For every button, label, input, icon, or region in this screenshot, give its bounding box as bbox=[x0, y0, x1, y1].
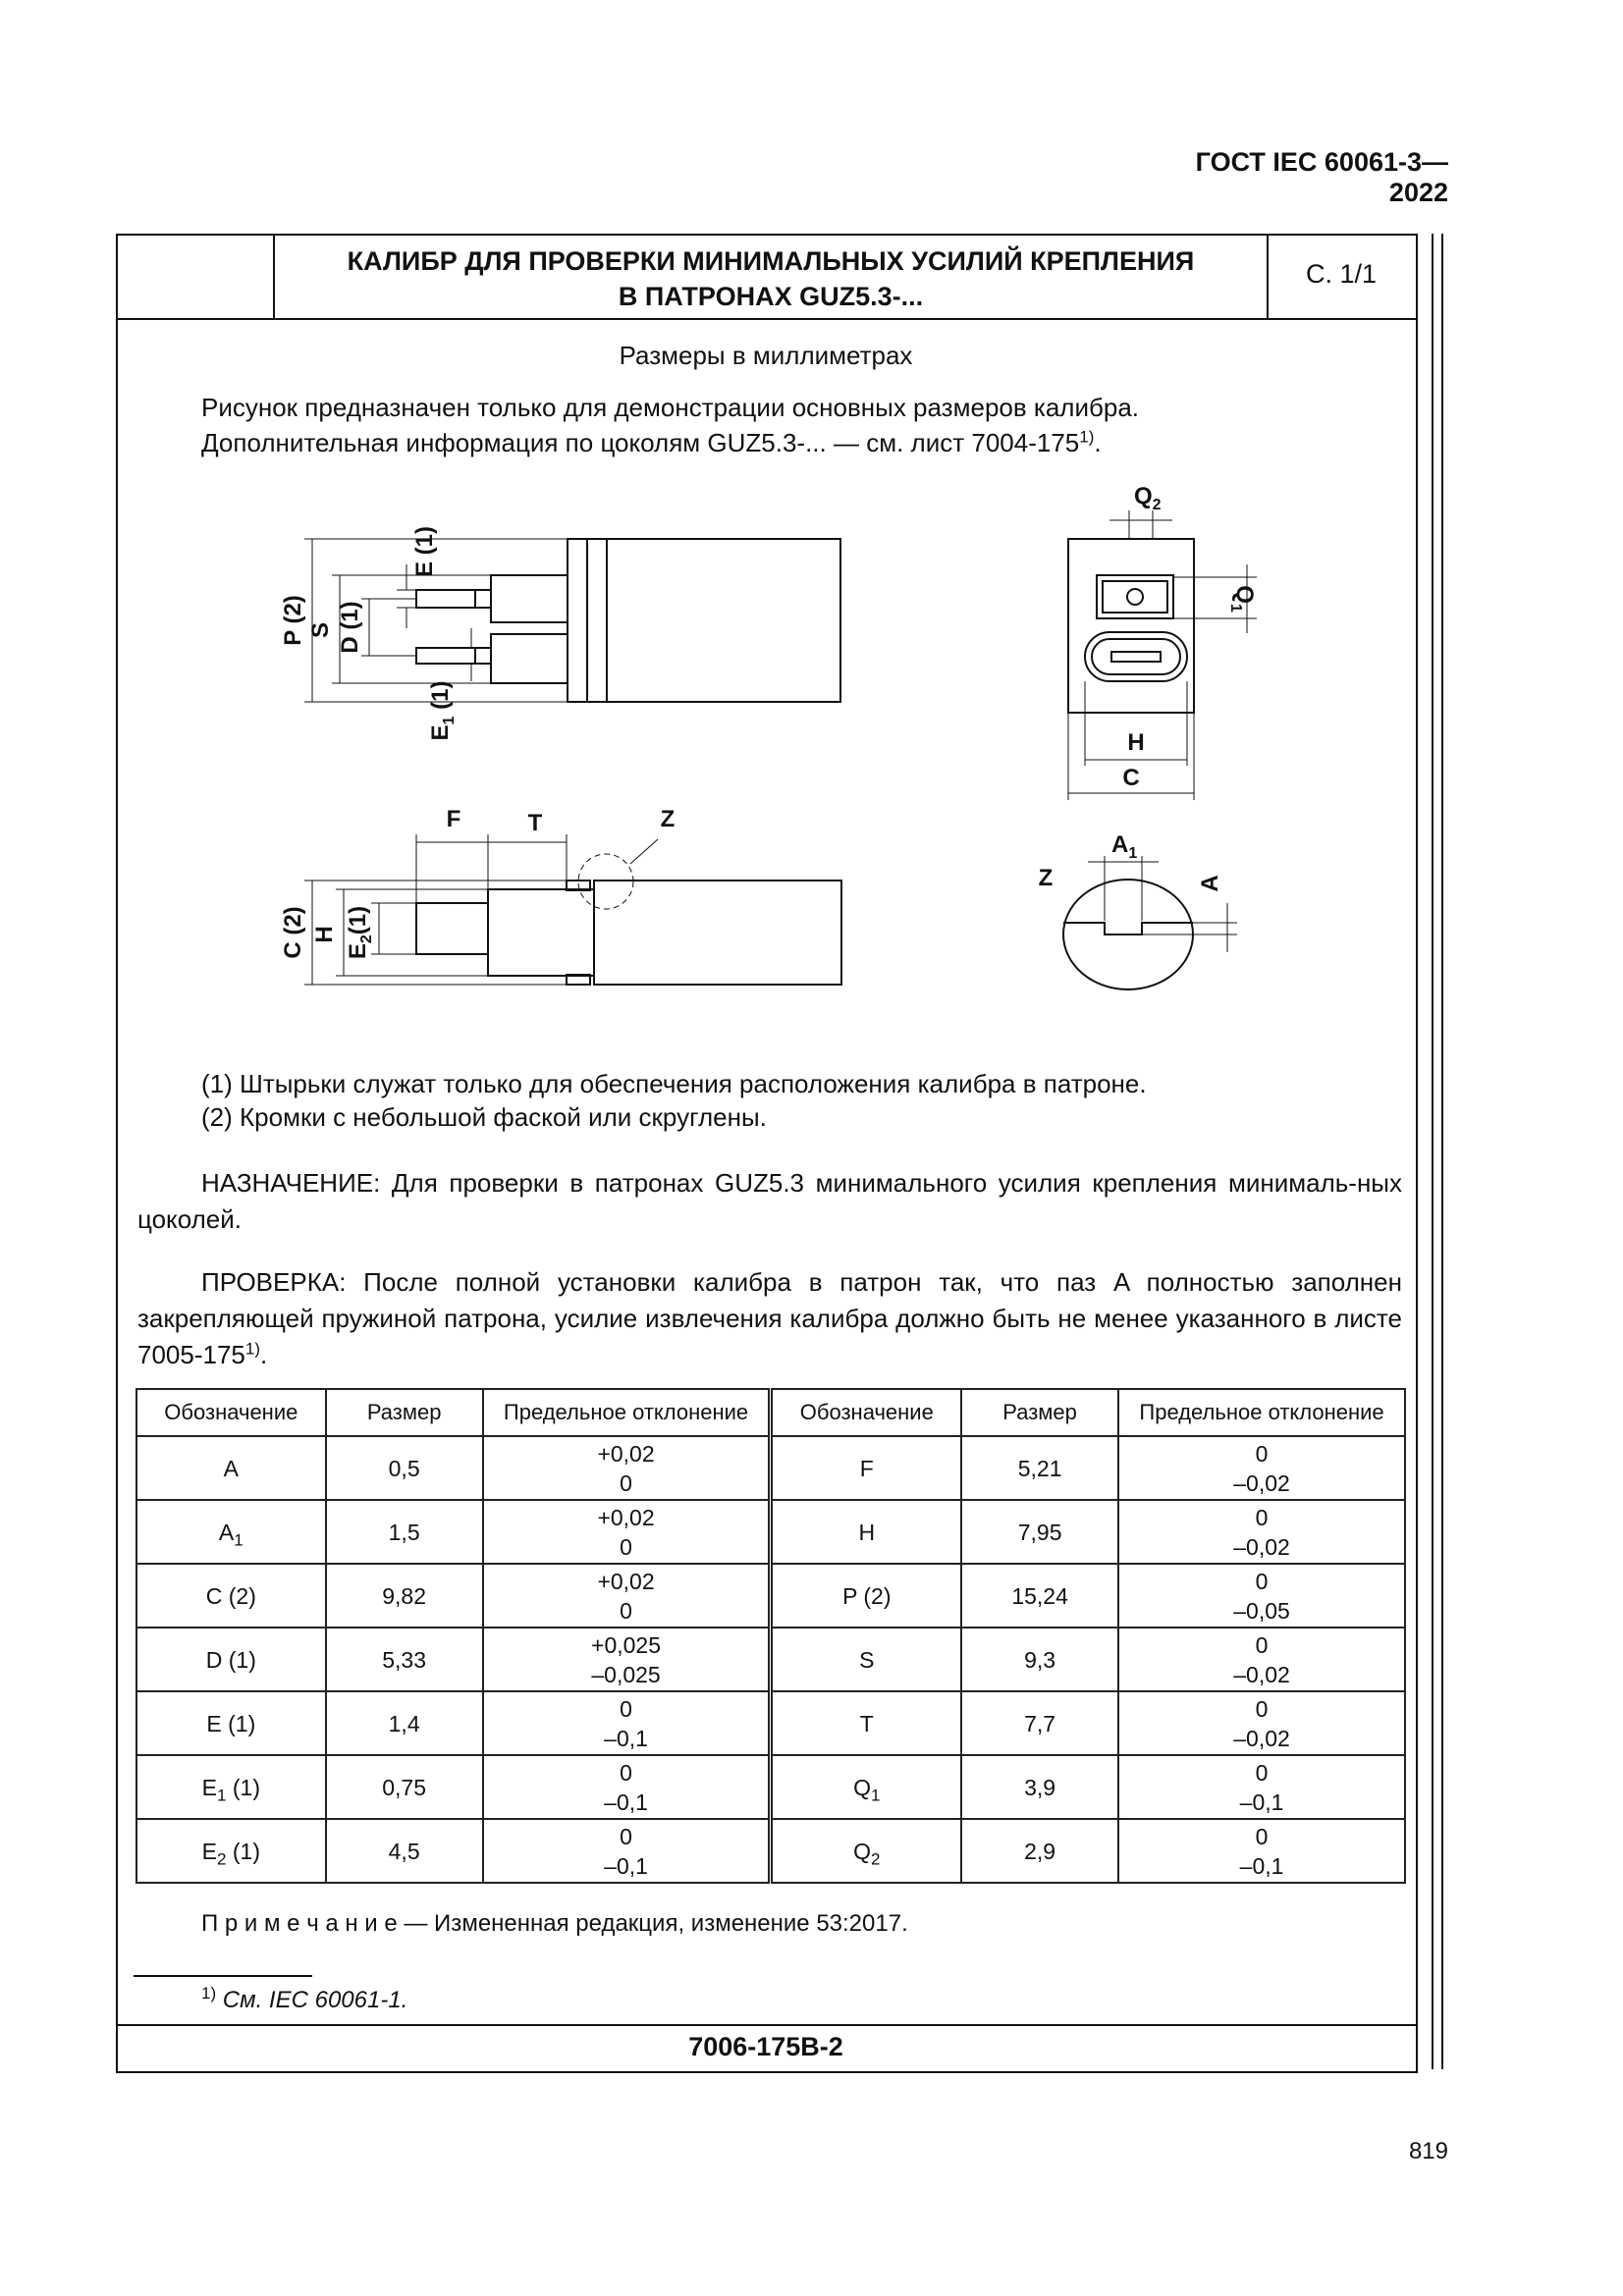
lower-deviation: –0,1 bbox=[604, 1789, 648, 1815]
side-view-body bbox=[568, 539, 840, 702]
lower-deviation: 0 bbox=[620, 1533, 632, 1560]
upper-deviation: +0,02 bbox=[597, 1568, 655, 1594]
upper-deviation: 0 bbox=[1255, 1440, 1269, 1467]
sheet-code: 7006-175B-2 bbox=[688, 2032, 843, 2061]
label-C2: C (2) bbox=[280, 906, 306, 959]
size-cell bbox=[961, 1691, 1118, 1755]
bottom-view-body bbox=[594, 881, 841, 985]
table-row bbox=[136, 1500, 1405, 1564]
intro-line-1: Рисунок предназначен только для демонстрации основных размеров калибра. bbox=[201, 393, 1140, 422]
upper-deviation: 0 bbox=[1255, 1568, 1269, 1594]
lower-deviation: –0,05 bbox=[1233, 1597, 1290, 1624]
table-row bbox=[136, 1564, 1405, 1628]
size-value: 9,3 bbox=[1024, 1646, 1056, 1673]
size-value: 3,9 bbox=[1024, 1774, 1056, 1800]
designation-cell bbox=[136, 1755, 326, 1819]
label-A: A bbox=[1197, 875, 1223, 892]
designation-cell bbox=[771, 1436, 961, 1500]
upper-deviation: 0 bbox=[620, 1823, 632, 1849]
table-header-row bbox=[136, 1389, 1405, 1436]
label-Q1: $Q_1$ bbox=[1227, 585, 1258, 613]
label-T: T bbox=[527, 810, 543, 836]
label-Q2: $Q_2$ bbox=[1134, 483, 1162, 513]
footnote-mark: 1) bbox=[201, 1984, 217, 2002]
tolerance-cell bbox=[483, 1500, 771, 1564]
designation: E (1) bbox=[206, 1710, 256, 1736]
size-cell bbox=[961, 1819, 1118, 1883]
size-value: 7,95 bbox=[1017, 1519, 1062, 1545]
label-C: C bbox=[1122, 765, 1140, 791]
designation: Q bbox=[853, 1838, 871, 1864]
upper-deviation: +0,02 bbox=[597, 1440, 655, 1467]
table-row bbox=[136, 1819, 1405, 1883]
lower-deviation: –0,1 bbox=[1239, 1852, 1284, 1879]
upper-deviation: 0 bbox=[1255, 1759, 1269, 1786]
footnote bbox=[201, 1984, 408, 2014]
upper-deviation: 0 bbox=[620, 1759, 632, 1786]
size-cell bbox=[961, 1436, 1118, 1500]
lower-deviation: –0,1 bbox=[604, 1852, 648, 1879]
lower-deviation: –0,02 bbox=[1233, 1469, 1290, 1496]
designation-cell bbox=[771, 1564, 961, 1628]
designation: H bbox=[858, 1519, 876, 1545]
upper-deviation: +0,025 bbox=[591, 1631, 662, 1658]
size-cell bbox=[961, 1500, 1118, 1564]
designation: C (2) bbox=[205, 1582, 256, 1609]
page-number: 819 bbox=[1408, 2138, 1448, 2164]
tolerance-cell bbox=[1118, 1628, 1405, 1691]
tolerance-cell bbox=[1118, 1819, 1405, 1883]
check-end: . bbox=[260, 1340, 268, 1369]
designation-cell bbox=[771, 1628, 961, 1691]
size-value: 4,5 bbox=[388, 1838, 420, 1864]
designation-subscript: 1 bbox=[217, 1786, 227, 1805]
size-value: 9,82 bbox=[382, 1582, 427, 1609]
designation-cell bbox=[771, 1819, 961, 1883]
table-row bbox=[136, 1755, 1405, 1819]
size-value: 2,9 bbox=[1024, 1838, 1056, 1864]
tolerance-cell bbox=[1118, 1436, 1405, 1500]
intro-end: . bbox=[1094, 428, 1102, 457]
designation: D (1) bbox=[205, 1646, 256, 1673]
tolerance-cell bbox=[483, 1691, 771, 1755]
header-designation: Обозначение bbox=[771, 1389, 961, 1436]
sheet-number: С. 1/1 bbox=[1305, 259, 1378, 289]
check-body: ПРОВЕРКА: После полной установки калибра в патрон так, что паз A полностью заполнен закрепляющей пружиной патрона, усилие извлечения калибра должно быть не менее указанного в листе 7005-175 bbox=[137, 1267, 1402, 1369]
size-value: 5,21 bbox=[1017, 1455, 1062, 1481]
upper-deviation: +0,02 bbox=[597, 1504, 655, 1530]
designation: Q bbox=[853, 1774, 871, 1800]
lower-deviation: –0,1 bbox=[604, 1725, 648, 1751]
remark: П р и м е ч а н и е — Измененная редакция, изменение 53:2017. bbox=[201, 1910, 908, 1937]
designation: P (2) bbox=[842, 1582, 892, 1609]
size-cell bbox=[326, 1500, 483, 1564]
check-text bbox=[137, 1264, 1402, 1373]
tolerance-cell bbox=[483, 1628, 771, 1691]
lower-deviation: –0,02 bbox=[1233, 1725, 1290, 1751]
designation-subscript: 1 bbox=[234, 1530, 243, 1550]
label-E1-1: $E_1$ (1) bbox=[427, 680, 458, 741]
footnote-ref: 1) bbox=[1079, 427, 1095, 447]
designation-cell bbox=[771, 1500, 961, 1564]
size-cell bbox=[961, 1564, 1118, 1628]
tolerance-cell bbox=[483, 1819, 771, 1883]
size-value: 0,5 bbox=[388, 1455, 420, 1481]
designation-cell bbox=[771, 1755, 961, 1819]
designation-cell bbox=[136, 1436, 326, 1500]
label-D1: D (1) bbox=[337, 601, 363, 654]
lower-deviation: –0,1 bbox=[1239, 1789, 1284, 1815]
designation-cell bbox=[136, 1564, 326, 1628]
designation: S bbox=[859, 1646, 875, 1673]
upper-deviation: 0 bbox=[620, 1695, 632, 1722]
lower-deviation: 0 bbox=[620, 1597, 632, 1624]
gauge-drawing bbox=[0, 0, 1623, 1041]
size-value: 1,4 bbox=[388, 1710, 420, 1736]
title-line-1: КАЛИБР ДЛЯ ПРОВЕРКИ МИНИМАЛЬНЫХ УСИЛИЙ КРЕПЛЕНИЯ bbox=[347, 246, 1195, 276]
size-cell bbox=[326, 1628, 483, 1691]
intro-text: Дополнительная информация по цоколям GUZ5.3-... — см. лист 7004-175 bbox=[201, 428, 1080, 457]
footnote-rule bbox=[134, 1975, 312, 1977]
tolerance-cell bbox=[1118, 1564, 1405, 1628]
tolerance-cell bbox=[483, 1755, 771, 1819]
tolerance-cell bbox=[483, 1564, 771, 1628]
size-value: 7,7 bbox=[1024, 1710, 1056, 1736]
designation: F bbox=[859, 1455, 874, 1481]
designation: E bbox=[201, 1838, 218, 1864]
designation-cell bbox=[136, 1691, 326, 1755]
size-cell bbox=[326, 1564, 483, 1628]
note-2: (2) Кромки с небольшой фаской или скруглены. bbox=[201, 1102, 767, 1132]
label-Z-side: Z bbox=[660, 806, 676, 832]
designation-subscript: 2 bbox=[871, 1849, 881, 1869]
lower-deviation: –0,025 bbox=[591, 1661, 661, 1687]
designation: E bbox=[201, 1774, 218, 1800]
designation-subscript: 1 bbox=[871, 1786, 881, 1805]
header-size: Размер bbox=[961, 1389, 1118, 1436]
size-value: 15,24 bbox=[1011, 1582, 1068, 1609]
label-P2: P (2) bbox=[280, 595, 306, 646]
size-cell bbox=[961, 1628, 1118, 1691]
header-tolerance: Предельное отклонение bbox=[1118, 1389, 1405, 1436]
end-view-body bbox=[1068, 539, 1194, 713]
size-cell bbox=[961, 1755, 1118, 1819]
header-designation: Обозначение bbox=[136, 1389, 326, 1436]
designation-cell bbox=[136, 1628, 326, 1691]
size-cell bbox=[326, 1755, 483, 1819]
label-H-side: H bbox=[311, 926, 338, 943]
title-line-2: В ПАТРОНАХ GUZ5.3-... bbox=[618, 282, 924, 311]
designation-suffix: (1) bbox=[226, 1838, 260, 1864]
designation-suffix: (1) bbox=[226, 1774, 260, 1800]
size-value: 5,33 bbox=[382, 1646, 427, 1673]
label-H: H bbox=[1127, 729, 1145, 756]
tolerance-cell bbox=[1118, 1755, 1405, 1819]
lower-deviation: –0,02 bbox=[1233, 1533, 1290, 1560]
label-Z-detail: Z bbox=[1038, 865, 1054, 891]
designation: T bbox=[859, 1710, 874, 1736]
label-E1: E (1) bbox=[411, 525, 438, 578]
table-row bbox=[136, 1628, 1405, 1691]
lower-deviation: –0,02 bbox=[1233, 1661, 1290, 1687]
size-value: 1,5 bbox=[388, 1519, 420, 1545]
units-note: Размеры в миллиметрах bbox=[619, 341, 913, 370]
size-value: 0,75 bbox=[382, 1774, 427, 1800]
upper-deviation: 0 bbox=[1255, 1504, 1269, 1530]
upper-deviation: 0 bbox=[1255, 1631, 1269, 1658]
designation-cell bbox=[136, 1500, 326, 1564]
designation-cell bbox=[771, 1691, 961, 1755]
table-row bbox=[136, 1691, 1405, 1755]
footnote-ref: 1) bbox=[244, 1339, 261, 1359]
designation-cell bbox=[136, 1819, 326, 1883]
designation: A bbox=[218, 1519, 235, 1545]
designation: A bbox=[223, 1455, 239, 1481]
lower-deviation: 0 bbox=[620, 1469, 632, 1496]
designation-subscript: 2 bbox=[217, 1849, 227, 1869]
purpose-text: НАЗНАЧЕНИЕ: Для проверки в патронах GUZ5.3 минимального усилия крепления минималь-ных цоколей. bbox=[137, 1168, 1402, 1234]
header-tolerance: Предельное отклонение bbox=[483, 1389, 771, 1436]
label-S: S bbox=[307, 621, 334, 639]
upper-deviation: 0 bbox=[1255, 1823, 1269, 1849]
table-row bbox=[136, 1436, 1405, 1500]
standard-designation: ГОСТ IEC 60061-3—2022 bbox=[1195, 147, 1448, 207]
label-F: F bbox=[446, 806, 461, 832]
size-cell bbox=[326, 1436, 483, 1500]
size-cell bbox=[326, 1819, 483, 1883]
footnote-text: См. IEC 60061-1. bbox=[222, 1987, 408, 2013]
header-size: Размер bbox=[326, 1389, 483, 1436]
footer-rule bbox=[116, 2024, 1416, 2026]
dimensions-table bbox=[135, 1388, 1406, 1884]
upper-deviation: 0 bbox=[1255, 1695, 1269, 1722]
label-E2: $E_2(1)$ bbox=[345, 905, 375, 960]
label-A1: $A_1$ bbox=[1111, 831, 1138, 862]
size-cell bbox=[326, 1691, 483, 1755]
tolerance-cell bbox=[483, 1436, 771, 1500]
note-1: (1) Штырьки служат только для обеспечения расположения калибра в патроне. bbox=[201, 1069, 1147, 1098]
tolerance-cell bbox=[1118, 1691, 1405, 1755]
tolerance-cell bbox=[1118, 1500, 1405, 1564]
